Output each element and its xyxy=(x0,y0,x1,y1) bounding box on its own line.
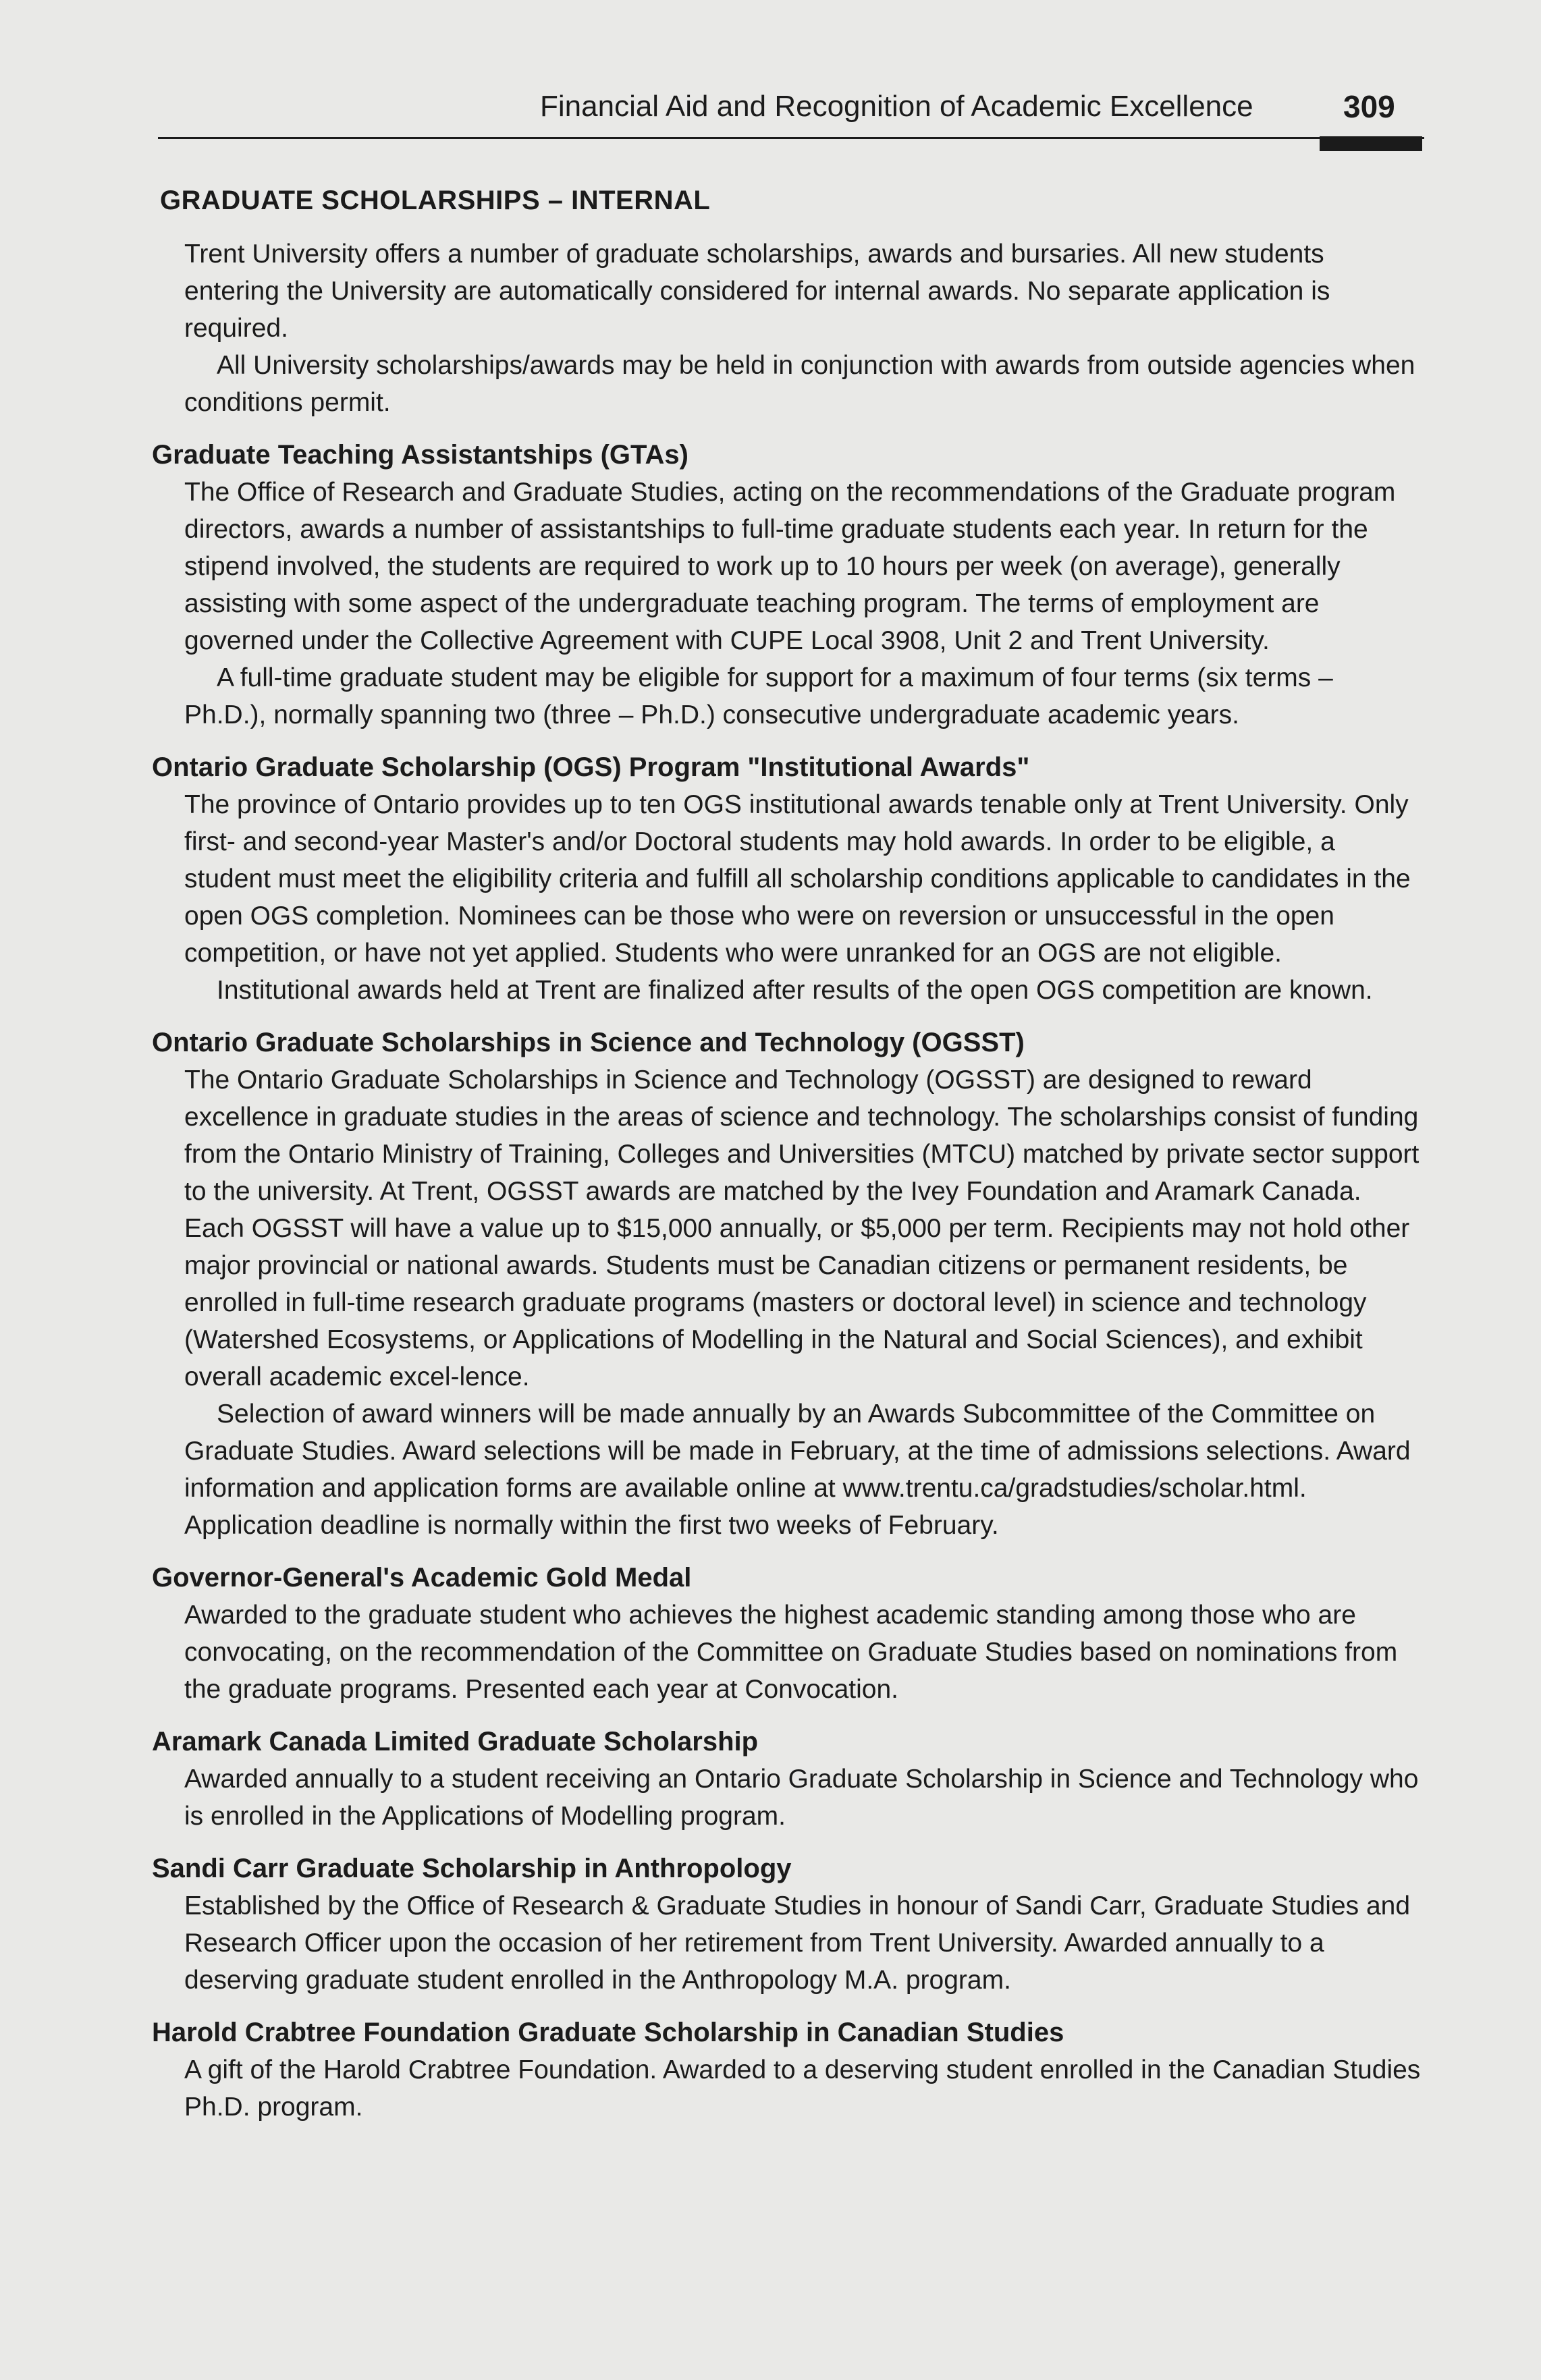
section-paragraph: Selection of award winners will be made annually by an Awards Subcommittee of the Committee on Graduate Studies. Award selections will be made in February, at the time of admissions selections. Award information and application forms are available online at www.trentu.ca/gradstudies/scholar.html. Application deadline is normally within the first two weeks of February. xyxy=(184,1400,1411,1540)
section-body xyxy=(152,474,1421,734)
section-paragraph: The Office of Research and Graduate Studies, acting on the recommendations of the Graduate program directors, awards a number of assistantships to full-time graduate students each year. In return for the stipend involved, the students are required to work up to 10 hours per week (on average), generally assisting with some aspect of the undergraduate teaching program. The terms of employment are governed under the Collective Agreement with CUPE Local 3908, Unit 2 and Trent University. xyxy=(184,478,1396,655)
section-gold-medal xyxy=(152,1559,1421,1708)
section-title: Aramark Canada Limited Graduate Scholarship xyxy=(152,1727,759,1756)
section-ogs xyxy=(152,748,1421,1009)
intro-section xyxy=(152,236,1421,421)
main-heading: GRADUATE SCHOLARSHIPS – INTERNAL xyxy=(160,186,711,215)
section-title: Governor-General's Academic Gold Medal xyxy=(152,1563,692,1593)
section-body xyxy=(152,1597,1421,1708)
section-title: Ontario Graduate Scholarships in Science and Technology (OGSST) xyxy=(152,1028,1025,1057)
section-title: Sandi Carr Graduate Scholarship in Anthropology xyxy=(152,1854,792,1883)
section-body xyxy=(152,1061,1421,1544)
section-paragraph: Awarded annually to a student receiving an Ontario Graduate Scholarship in Science and Technology who is enrolled in the Applications of Modelling program. xyxy=(184,1765,1419,1831)
running-title: Financial Aid and Recognition of Academic Excellence xyxy=(540,90,1253,123)
section-paragraph: A gift of the Harold Crabtree Foundation. Awarded to a deserving student enrolled in the Canadian Studies Ph.D. program. xyxy=(184,2055,1421,2122)
section-sandi-carr xyxy=(152,1850,1421,1999)
intro-paragraph: Trent University offers a number of graduate scholarships, awards and bursaries. All new students entering the University are automatically considered for internal awards. No separate application is required. xyxy=(184,240,1330,343)
section-body xyxy=(152,1887,1421,1999)
section-title: Graduate Teaching Assistantships (GTAs) xyxy=(152,440,688,470)
section-body xyxy=(152,786,1421,1009)
section-paragraph: Institutional awards held at Trent are finalized after results of the open OGS competition are known. xyxy=(217,976,1373,1005)
header-rule-tab xyxy=(1320,136,1422,151)
section-crabtree xyxy=(152,2014,1421,2126)
header-rule xyxy=(158,137,1424,139)
section-body xyxy=(152,1761,1421,1835)
section-title: Harold Crabtree Foundation Graduate Scholarship in Canadian Studies xyxy=(152,2018,1064,2047)
section-body xyxy=(152,2051,1421,2126)
section-aramark xyxy=(152,1723,1421,1835)
intro-paragraph: All University scholarships/awards may be held in conjunction with awards from outside agencies when conditions permit. xyxy=(184,351,1415,417)
section-paragraph: Awarded to the graduate student who achieves the highest academic standing among those who are convocating, on the recommendation of the Committee on Graduate Studies based on nominations from the graduate programs. Presented each year at Convocation. xyxy=(184,1601,1398,1704)
section-gta xyxy=(152,436,1421,734)
intro-body xyxy=(152,236,1421,421)
section-paragraph: The province of Ontario provides up to ten OGS institutional awards tenable only at Trent University. Only first- and second-year Master's and/or Doctoral students may hold awards. In order to be eligible, a student must meet the eligibility criteria and fulfill all scholarship conditions applicable to candidates in the open OGS completion. Nominees can be those who were on reversion or unsuccessful in the open competition, or have not yet applied. Students who were unranked for an OGS are not eligible. xyxy=(184,790,1411,968)
section-paragraph: Established by the Office of Research & Graduate Studies in honour of Sandi Carr, Graduate Studies and Research Officer upon the occasion of her retirement from Trent University. Awarded annually to a deserving graduate student enrolled in the Anthropology M.A. program. xyxy=(184,1891,1411,1995)
section-title: Ontario Graduate Scholarship (OGS) Program "Institutional Awards" xyxy=(152,752,1030,782)
page-content xyxy=(152,182,1421,2140)
section-paragraph: A full-time graduate student may be eligible for support for a maximum of four terms (six terms – Ph.D.), normally spanning two (three – Ph.D.) consecutive undergraduate academic years. xyxy=(184,663,1333,729)
section-paragraph: The Ontario Graduate Scholarships in Science and Technology (OGSST) are designed to reward excellence in graduate studies in the areas of science and technology. The scholarships consist of funding from the Ontario Ministry of Training, Colleges and Universities (MTCU) matched by private sector support to the university. At Trent, OGSST awards are matched by the Ivey Foundation and Aramark Canada. Each OGSST will have a value up to $15,000 annually, or $5,000 per term. Recipients may not hold other major provincial or national awards. Students must be Canadian citizens or permanent residents, be enrolled in full-time research graduate programs (masters or doctoral level) in science and technology (Watershed Ecosystems, or Applications of Modelling in the Natural and Social Sciences), and exhibit overall academic excel-lence. xyxy=(184,1066,1420,1391)
section-ogsst xyxy=(152,1024,1421,1544)
page-number: 309 xyxy=(1343,89,1395,124)
